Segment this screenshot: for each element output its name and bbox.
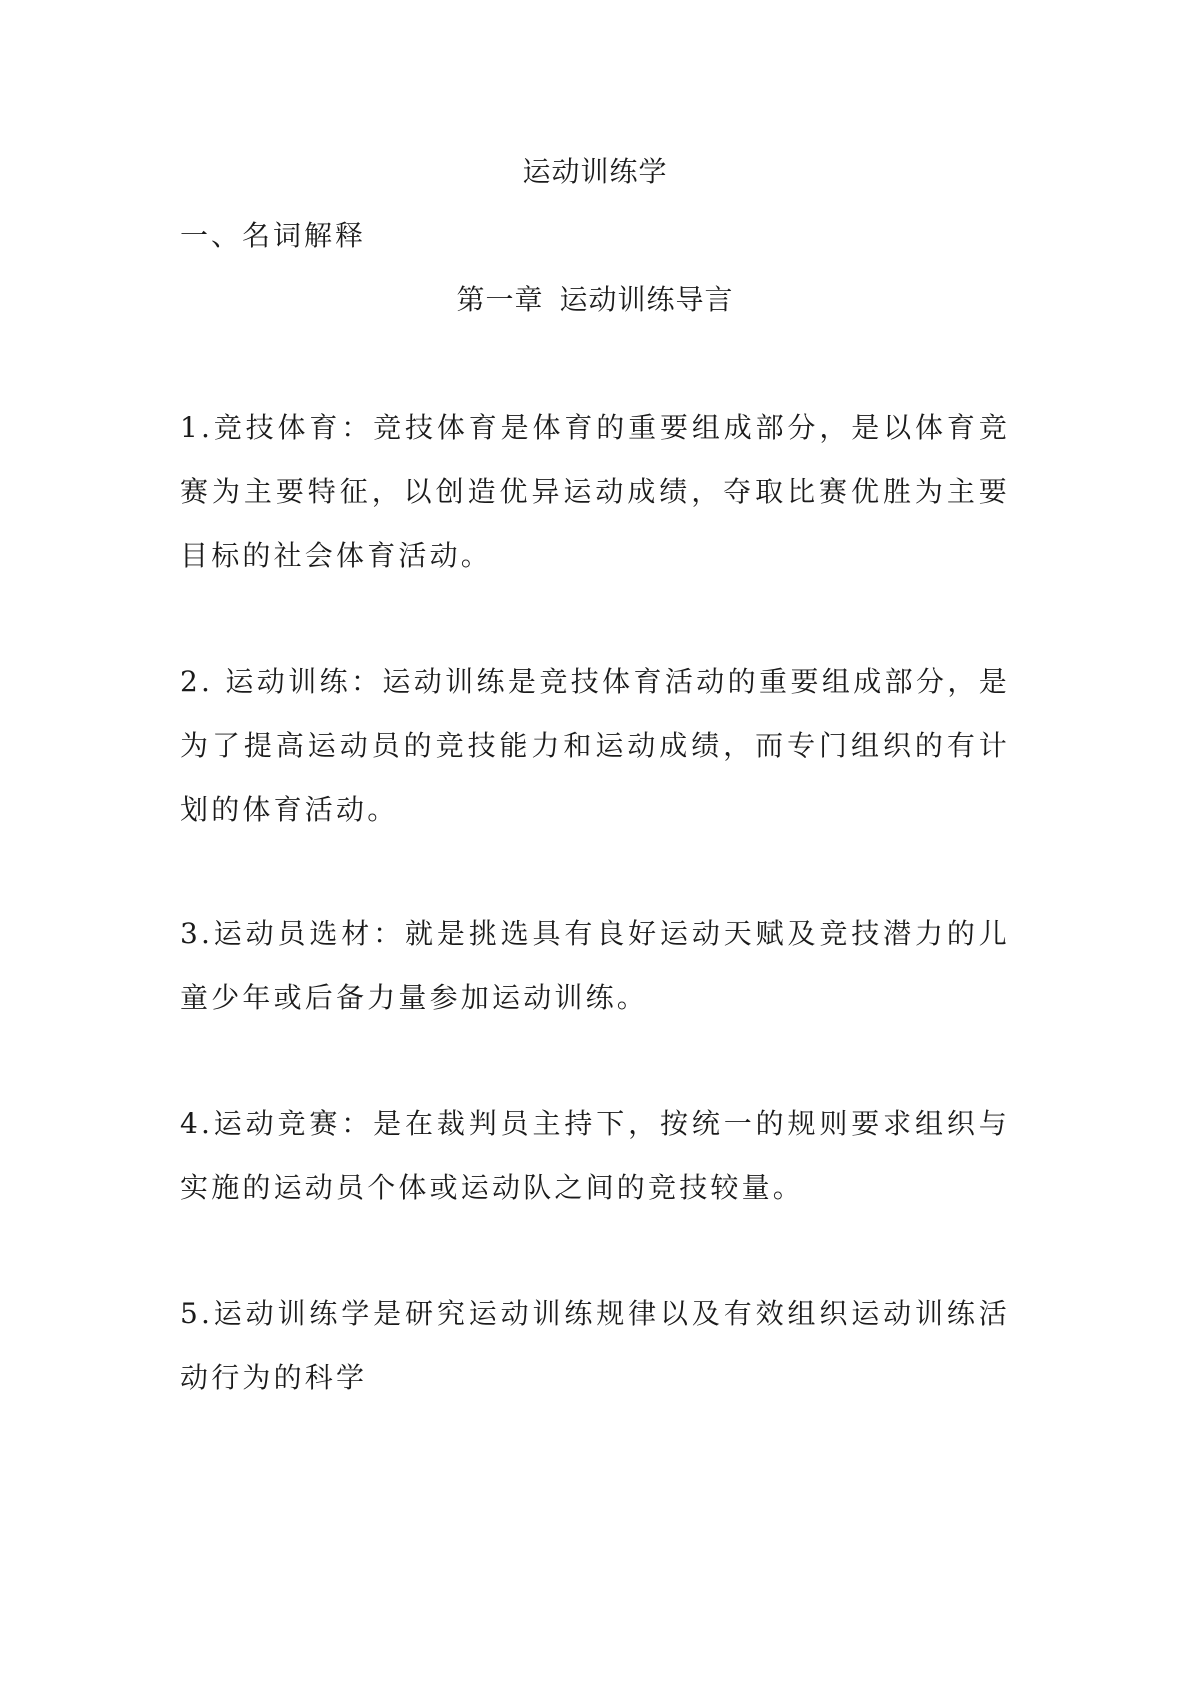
document-title: 运动训练学 xyxy=(522,155,668,188)
section-heading: 一、名词解释 xyxy=(180,219,367,252)
entry-definition: 就是挑选具有良好运动天赋及竞技潜力的儿童少年或后备力量参加运动训练。 xyxy=(180,917,1010,1014)
chapter-name: 运动训练导言 xyxy=(559,283,734,316)
entry-term: 运动训练： xyxy=(213,665,383,698)
entry-number: 1. xyxy=(180,411,214,444)
entry-term: 运动竞赛： xyxy=(213,1107,374,1140)
entry-number: 4. xyxy=(180,1107,214,1140)
entry-definition: 运动训练是竞技体育活动的重要组成部分，是为了提高运动员的竞技能力和运动成绩，而专门组织的有计划的体育活动。 xyxy=(180,665,1010,826)
definition-entry xyxy=(180,650,1010,842)
definition-entry xyxy=(180,1282,1010,1410)
entry-definition: 是在裁判员主持下，按统一的规则要求组织与实施的运动员个体或运动队之间的竞技较量。 xyxy=(180,1107,1010,1204)
definition-entry xyxy=(180,1092,1010,1220)
entry-definition: 是研究运动训练规律以及有效组织运动训练活动行为的科学 xyxy=(180,1297,1010,1394)
entry-term: 竞技体育： xyxy=(213,411,374,444)
entry-number: 5. xyxy=(180,1297,214,1330)
entry-term: 运动训练学 xyxy=(213,1297,374,1330)
chapter-number: 第一章 xyxy=(456,283,544,316)
definition-entry xyxy=(180,902,1010,1030)
entry-number: 2. xyxy=(180,665,214,698)
entry-definition: 竞技体育是体育的重要组成部分，是以体育竞赛为主要特征，以创造优异运动成绩，夺取比赛优胜为主要目标的社会体育活动。 xyxy=(180,411,1010,572)
entry-number: 3. xyxy=(180,917,214,950)
entry-term: 运动员选材： xyxy=(213,917,406,950)
definition-entry xyxy=(180,396,1010,588)
chapter-title xyxy=(0,278,1190,318)
